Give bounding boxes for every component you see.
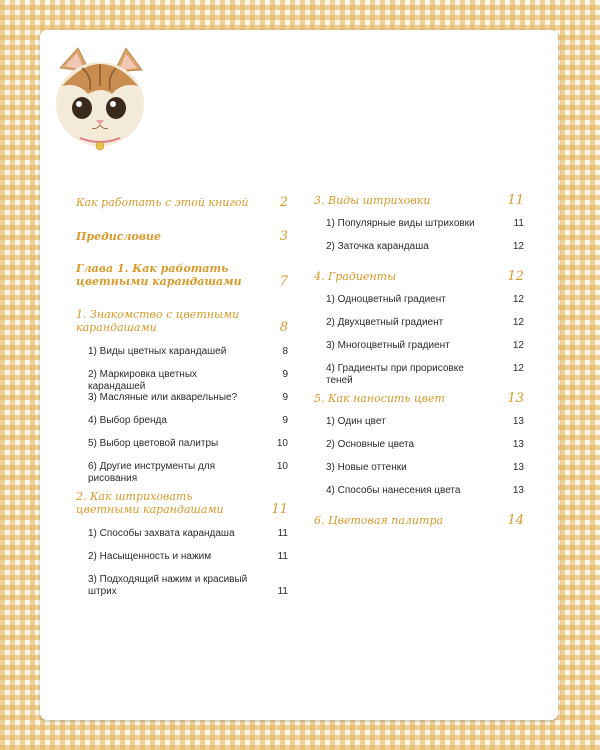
toc-item-page: 13 <box>512 485 524 496</box>
toc-section[interactable] <box>314 270 524 283</box>
toc-item-title: 1) Одноцветный градиент <box>326 294 446 305</box>
toc-entry-page: 3 <box>279 229 288 244</box>
toc-item-title: 3) Многоцветный градиент <box>326 340 450 351</box>
toc-item-title: 1) Один цвет <box>326 416 386 427</box>
cat-illustration <box>52 46 147 156</box>
toc-item[interactable] <box>314 340 524 352</box>
toc-section-page: 11 <box>507 193 524 208</box>
toc-section-title: 1. Знакомство с цветными карандашами <box>76 308 240 334</box>
toc-chapter-page: 7 <box>279 274 288 289</box>
toc-entry[interactable] <box>76 230 288 243</box>
book-page <box>40 30 558 720</box>
toc-item[interactable] <box>76 392 288 404</box>
toc-item-page: 12 <box>512 363 524 374</box>
toc-item-title: 2) Двухцветный градиент <box>326 317 444 328</box>
toc-item-page: 13 <box>512 439 524 450</box>
toc-item-page: 12 <box>512 340 524 351</box>
toc-item-title: 5) Выбор цветовой палитры <box>88 438 219 449</box>
toc-item-title: 6) Другие инструменты для рисования <box>88 461 216 484</box>
toc-item[interactable] <box>314 241 524 253</box>
toc-item-title: 4) Выбор бренда <box>88 415 167 426</box>
toc-item[interactable] <box>314 218 524 230</box>
toc-section-title: 6. Цветовая палитра <box>314 514 444 527</box>
toc-item[interactable] <box>314 485 524 497</box>
toc-item-title: 4) Способы нанесения цвета <box>326 485 461 496</box>
toc-item[interactable] <box>314 462 524 474</box>
toc-section[interactable] <box>314 392 524 405</box>
toc-entry-title: Предисловие <box>76 230 162 243</box>
toc-item[interactable] <box>76 461 288 485</box>
toc-item-page: 8 <box>282 346 288 357</box>
toc-item-title: 4) Градиенты при прорисовке теней <box>326 363 464 386</box>
toc-item[interactable] <box>76 438 288 450</box>
toc-item-title: 1) Популярные виды штриховки <box>326 218 475 229</box>
toc-chapter-title: Глава 1. Как работать цветными карандашами <box>76 262 242 288</box>
toc-section[interactable] <box>314 514 524 527</box>
toc-section-page: 14 <box>507 513 524 528</box>
toc-section-title: 3. Виды штриховки <box>314 194 431 207</box>
toc-item-page: 9 <box>282 415 288 426</box>
toc-item-title: 1) Виды цветных карандашей <box>88 346 227 357</box>
toc-item-page: 9 <box>282 369 288 380</box>
toc-item-page: 9 <box>282 392 288 403</box>
toc-item-page: 13 <box>512 416 524 427</box>
toc-item-page: 13 <box>512 462 524 473</box>
toc-item[interactable] <box>76 528 288 540</box>
toc-section-page: 8 <box>279 320 288 335</box>
toc-item[interactable] <box>76 551 288 563</box>
toc-item-page: 11 <box>277 551 288 562</box>
toc-item[interactable] <box>314 294 524 306</box>
toc-item[interactable] <box>76 415 288 427</box>
toc-item[interactable] <box>314 317 524 329</box>
toc-item-page: 10 <box>276 438 288 449</box>
toc-section-page: 11 <box>271 502 288 517</box>
toc-item-title: 2) Заточка карандаша <box>326 241 429 252</box>
toc-section-page: 13 <box>507 391 524 406</box>
toc-section-title: 5. Как наносить цвет <box>314 392 445 405</box>
toc-item[interactable] <box>314 439 524 451</box>
toc-entry-page: 2 <box>279 195 288 210</box>
toc-item-page: 10 <box>276 461 288 472</box>
toc-item-title: 2) Основные цвета <box>326 439 415 450</box>
toc-section-title: 2. Как штриховать цветными карандашами <box>76 490 224 516</box>
toc-item-page: 12 <box>512 317 524 328</box>
toc-entry[interactable] <box>76 196 288 209</box>
toc-item-title: 2) Насыщенность и нажим <box>88 551 212 562</box>
toc-section-page: 12 <box>507 269 524 284</box>
toc-item-title: 3) Масляные или акварельные? <box>88 392 238 403</box>
toc-section-title: 4. Градиенты <box>314 270 397 283</box>
toc-section[interactable] <box>76 490 288 516</box>
toc-item-title: 2) Маркировка цветных карандашей <box>88 369 198 392</box>
toc-item[interactable] <box>76 574 288 598</box>
toc-entry-title: Как работать с этой книгой <box>76 196 249 209</box>
toc-section[interactable] <box>76 308 288 334</box>
toc-item[interactable] <box>314 416 524 428</box>
toc-item-page: 12 <box>512 294 524 305</box>
toc-item[interactable] <box>76 346 288 358</box>
toc-item-page: 11 <box>513 218 524 229</box>
toc-item-page: 12 <box>512 241 524 252</box>
toc-item[interactable] <box>76 369 288 393</box>
toc-chapter[interactable] <box>76 262 288 288</box>
toc-item-page: 11 <box>277 586 288 597</box>
toc-item-title: 3) Новые оттенки <box>326 462 407 473</box>
toc-item-page: 11 <box>277 528 288 539</box>
toc-item[interactable] <box>314 363 524 387</box>
toc-section[interactable] <box>314 194 524 207</box>
toc-item-title: 1) Способы захвата карандаша <box>88 528 235 539</box>
toc-item-title: 3) Подходящий нажим и красивый штрих <box>88 574 248 597</box>
